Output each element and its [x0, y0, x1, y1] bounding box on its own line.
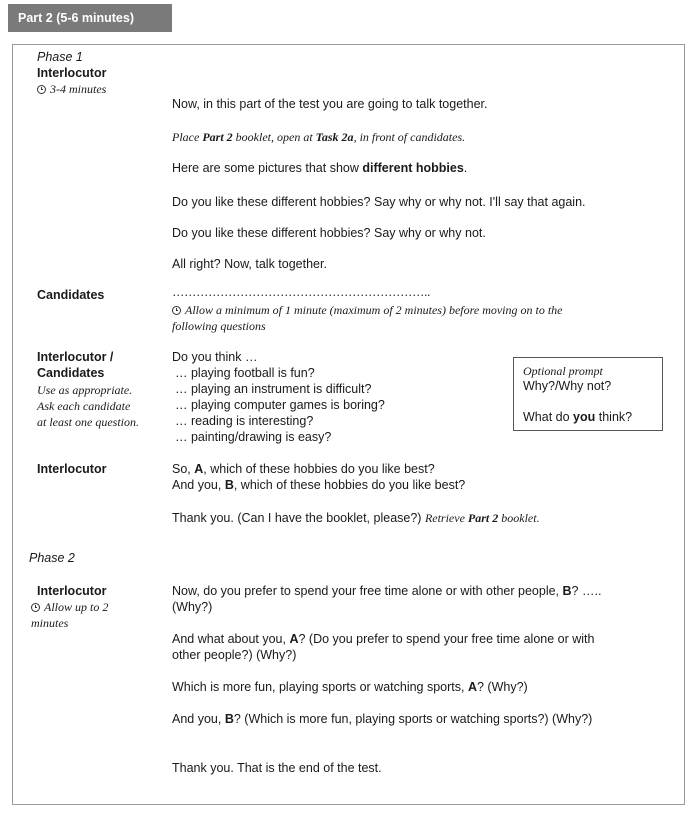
do-you-think: Do you think … [172, 350, 258, 364]
which-hobby-a: So, A, which of these hobbies do you like best? [172, 462, 435, 476]
phase2-question-4: And you, B? (Which is more fun, playing sports or watching sports?) (Why?) [172, 712, 593, 726]
interlocutor-candidates-label-1: Interlocutor / [37, 350, 114, 364]
which-hobby-b: And you, B, which of these hobbies do you like best? [172, 478, 466, 492]
phase1-time-text: 3-4 minutes [50, 82, 107, 96]
question-repeat-line: Do you like these different hobbies? Say why or why not. I'll say that again. [172, 195, 586, 209]
use-as-appropriate-3: at least one question. [37, 415, 139, 429]
allow-minimum-instruction-cont: following questions [172, 319, 266, 333]
use-as-appropriate-2: Ask each candidate [37, 399, 131, 413]
intro-line: Now, in this part of the test you are going to talk together. [172, 97, 488, 111]
phase2-allow-cont: minutes [31, 616, 69, 630]
end-of-test-line: Thank you. That is the end of the test. [172, 761, 382, 775]
interlocutor-label-2: Interlocutor [37, 462, 107, 476]
pictures-line: Here are some pictures that show different hobbies. [172, 161, 468, 175]
phase2-title: Phase 2 [29, 551, 75, 565]
list-item: … playing computer games is boring? [175, 398, 385, 412]
list-item: … reading is interesting? [175, 414, 314, 428]
clock-icon [37, 85, 46, 94]
phase2-question-1: Now, do you prefer to spend your free time alone or with other people, B? ….. [172, 584, 602, 598]
phase1-title: Phase 1 [37, 50, 83, 64]
part-title-banner [8, 4, 172, 32]
optional-prompt-what: What do you think? [523, 410, 633, 424]
talk-together-line: All right? Now, talk together. [172, 257, 327, 271]
list-item: … playing football is fun? [175, 366, 315, 380]
candidates-dotted-line: ……………………………………………………….. [172, 285, 430, 299]
phase2-question-2-cont: other people?) (Why?) [172, 648, 297, 662]
use-as-appropriate-1: Use as appropriate. [37, 383, 133, 397]
allow-minimum-instruction: Allow a minimum of 1 minute (maximum of 2 minutes) before moving on to the [172, 303, 563, 318]
phase2-question-1-cont: (Why?) [172, 600, 213, 614]
question-line: Do you like these different hobbies? Say why or why not. [172, 226, 486, 240]
phase1-time [37, 82, 106, 97]
list-item: … painting/drawing is easy? [175, 430, 332, 444]
phase2-allow: Allow up to 2 [31, 600, 108, 615]
candidates-label: Candidates [37, 288, 105, 302]
phase2-question-3: Which is more fun, playing sports or watching sports, A? (Why?) [172, 680, 528, 694]
optional-prompt-box [513, 357, 663, 431]
place-booklet-instruction: Place Part 2 booklet, open at Task 2a, in front of candidates. [172, 130, 466, 144]
interlocutor-candidates-label-2: Candidates [37, 366, 105, 380]
optional-prompt-why: Why?/Why not? [523, 379, 612, 393]
optional-prompt-title: Optional prompt [523, 364, 603, 378]
clock-icon [31, 603, 40, 612]
clock-icon [172, 306, 181, 315]
list-item: … playing an instrument is difficult? [175, 382, 372, 396]
part-title: Part 2 (5-6 minutes) [18, 11, 135, 25]
phase2-interlocutor-label: Interlocutor [37, 584, 107, 598]
thanks-retrieve-line: Thank you. (Can I have the booklet, please?) Retrieve Part 2 booklet. [172, 511, 540, 525]
phase1-interlocutor-label: Interlocutor [37, 66, 107, 80]
phase2-question-2: And what about you, A? (Do you prefer to spend your free time alone or with [172, 632, 595, 646]
